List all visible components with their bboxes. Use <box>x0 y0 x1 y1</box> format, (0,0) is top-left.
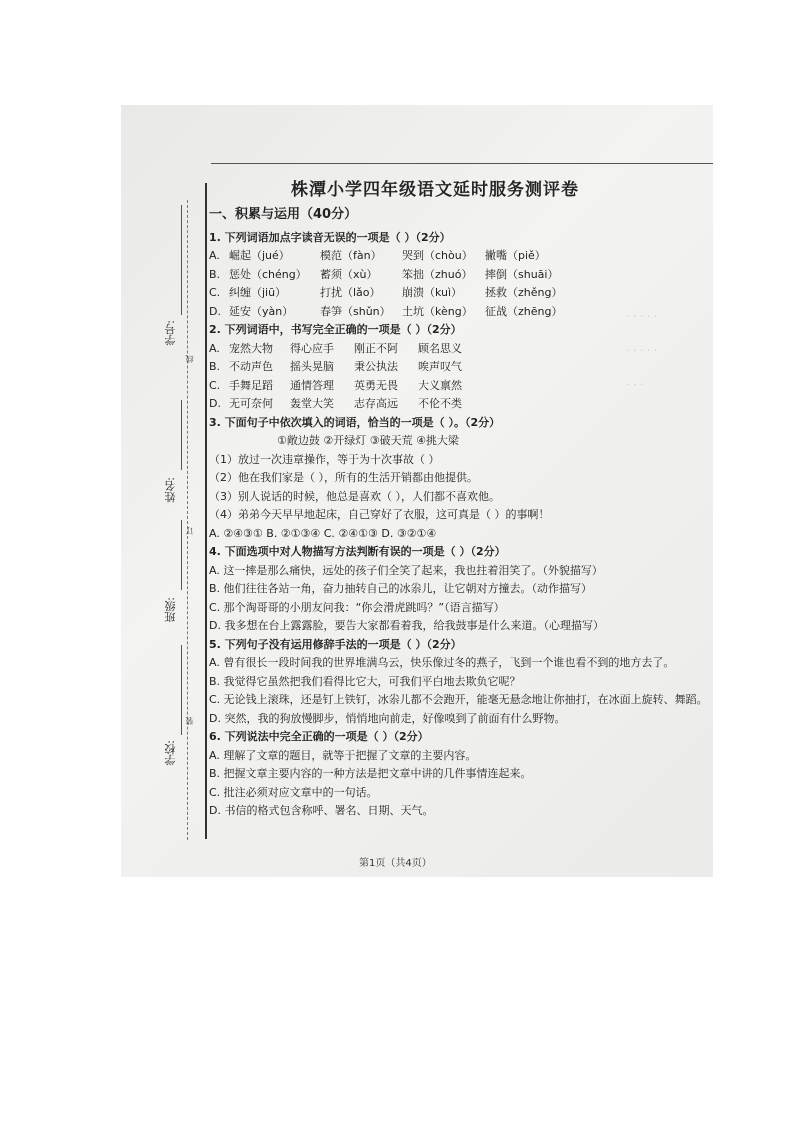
question-3-stem: 3. 下面句子中依次填入的词语，恰当的一项是（ ）。（2分） <box>209 415 501 429</box>
question-4-option-d: D. 我多想在台上露露脸，要告大家都看着我，给我鼓事是什么来道。（心理描写） <box>209 619 604 632</box>
student-number-blank <box>181 205 182 315</box>
binding-mark-line: 线 <box>185 355 194 363</box>
question-1-stem: 1. 下列词语加点字读音无误的一项是（ ）（2分） <box>209 230 451 244</box>
question-5-stem: 5. 下列句子没有运用修辞手法的一项是（ ）（2分） <box>209 637 462 651</box>
student-name-blank <box>181 400 182 470</box>
question-1-option-b: B. 惩处（chéng） 蓄须（xù） 笨拙（zhuó） 摔倒（shuāi） <box>209 267 559 281</box>
bleed-through-text: · · · · · · · · · · · · · <box>626 310 658 391</box>
question-2-option-a: A. 宠然大物 得心应手 刚正不阿 顾名思义 <box>209 341 462 355</box>
question-3-item-4: （4）弟弟今天早早地起床，自己穿好了衣服，这可真是（ ）的事啊！ <box>209 508 550 521</box>
question-6-stem: 6. 下列说法中完全正确的一项是（ ）（2分） <box>209 730 429 743</box>
school-label: 学校: <box>164 740 177 766</box>
page-number: 第1页（共4页） <box>359 858 432 869</box>
exam-paper-photo <box>121 105 713 877</box>
section-heading: 一、积累与运用（40分） <box>209 207 358 222</box>
student-name-label: 姓名: <box>164 477 177 503</box>
header-rule <box>211 163 713 164</box>
student-number-label: 学号: <box>164 320 177 346</box>
question-5-option-b: B. 我觉得它虽然把我们看得比它大，可我们平白地去欺负它呢？ <box>209 674 521 688</box>
binding-mark-order: 订 <box>185 527 194 535</box>
question-3-answer-options: A. ②④③① B. ②①③④ C. ②④①③ D. ③②①④ <box>209 526 437 540</box>
question-2-option-c: C. 手舞足蹈 通情答理 英勇无畏 大义禀然 <box>209 378 462 392</box>
question-2-option-d: D. 无可奈何 轰堂大笑 志存高远 不伦不类 <box>209 397 462 410</box>
question-2-stem: 2. 下列词语中，书写完全正确的一项是（ ）（2分） <box>209 323 462 336</box>
school-blank <box>181 645 182 735</box>
question-3-item-1: （1）放过一次违章操作，等于为十次事故（ ） <box>209 452 440 466</box>
question-6-option-d: D. 书信的格式包含称呼、署名、日期、天气。 <box>209 804 434 817</box>
question-1-option-a: A. 崛起（jué） 模范（fàn） 哭到（chòu） 撇嘴（piě） <box>209 249 546 262</box>
question-2-option-b: B. 不动声色 摇头晃脑 秉公执法 唉声叹气 <box>209 360 462 373</box>
question-4-stem: 4. 下面选项中对人物描写方法判断有误的一项是（ ）（2分） <box>209 545 506 558</box>
binding-dashed-line <box>187 200 188 840</box>
class-blank <box>181 520 182 590</box>
question-3-item-2: （2）他在我们家是（ ），所有的生活开销都由他提供。 <box>209 471 478 484</box>
question-6-option-c: C. 批注必须对应文章中的一句话。 <box>209 785 378 799</box>
question-4-option-c: C. 那个淘哥哥的小朋友问我：“你会滑虎跳吗？”（语言描写） <box>209 600 505 614</box>
binding-line <box>205 183 207 839</box>
question-5-option-c: C. 无论钱上滚珠，还是钉上铁钉，冰尜儿都不会跑开，能毫无悬念地让你抽打，在冰面上旋转、舞蹈。 <box>209 693 708 706</box>
question-3-item-3: （3）别人说话的时候，他总是喜欢（ ），人们都不喜欢他。 <box>209 489 500 503</box>
binding-mark-seal: 装 <box>185 717 194 725</box>
exam-content <box>209 206 709 821</box>
question-1-option-c: C. 纠缠（jiū） 打扰（lǎo） 崩溃（kuì） 拯救（zhěng） <box>209 286 563 299</box>
question-3-word-choices: ①敞边鼓 ②开绿灯 ③破天荒 ④挑大梁 <box>277 434 459 447</box>
question-4-option-a: A. 这一摔是那么痛快，远处的孩子们全笑了起来，我也拄着泪笑了。（外貌描写） <box>209 563 603 577</box>
question-5-option-a: A. 曾有很长一段时间我的世界堆满乌云，快乐像过冬的燕子，飞到一个谁也看不到的地方去了。 <box>209 656 675 669</box>
question-5-option-d: D. 突然，我的狗放慢脚步，悄悄地向前走，好像嗅到了前面有什么野物。 <box>209 711 566 725</box>
question-6-option-b: B. 把握文章主要内容的一种方法是把文章中讲的几件事情连起来。 <box>209 767 532 780</box>
question-1-option-d: D. 延安（yàn） 春笋（shǔn） 土坑（kèng） 征战（zhēng） <box>209 304 563 318</box>
question-6-option-a: A. 理解了文章的题目，就等于把握了文章的主要内容。 <box>209 748 477 762</box>
question-4-option-b: B. 他们往往各站一角，奋力抽转自己的冰尜儿，让它朝对方撞去。（动作描写） <box>209 582 593 595</box>
page-title: 株潭小学四年级语文延时服务测评卷 <box>291 180 579 200</box>
class-label: 班级: <box>164 597 177 623</box>
